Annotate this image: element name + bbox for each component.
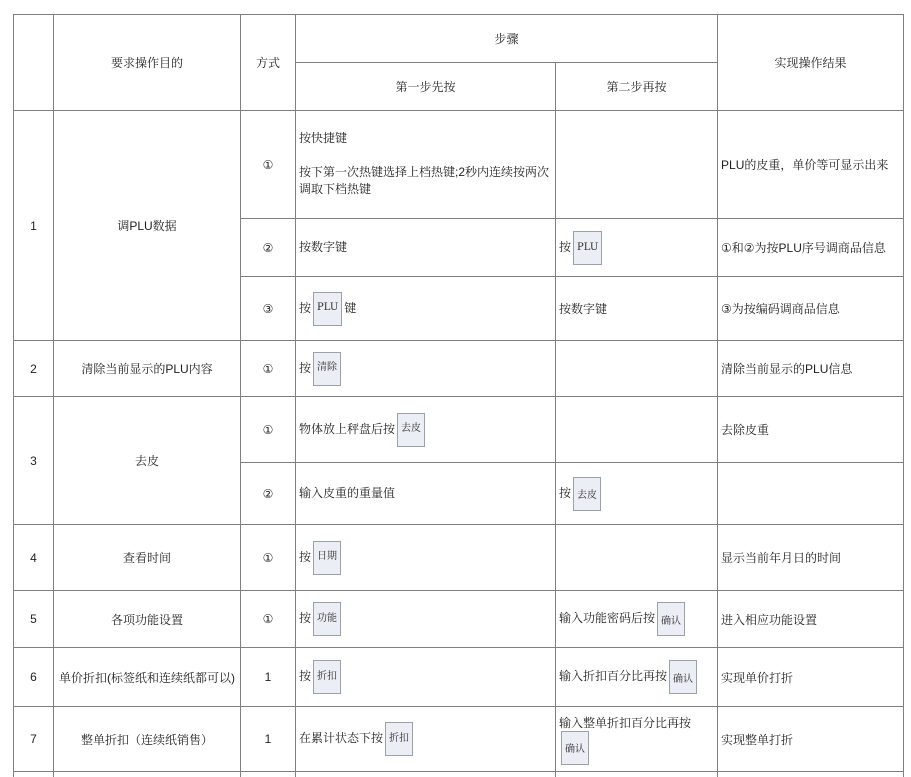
mode-cell: ① — [241, 111, 296, 219]
header-cell-purpose: 要求操作目的 — [54, 15, 241, 111]
key-function-badge: 功能 — [313, 602, 341, 636]
step1-text: 按 — [299, 300, 312, 315]
header-cell-step2: 第二步再按 — [556, 63, 718, 111]
step1-text: 按 — [299, 669, 312, 684]
step2-cell — [556, 707, 718, 772]
purpose-cell: 整单折扣（连续纸销售） — [54, 707, 241, 772]
step1-cell — [296, 707, 556, 772]
purpose-cell: 去皮 — [54, 397, 241, 525]
key-confirm-badge: 确认 — [669, 660, 697, 694]
empty-cell — [296, 772, 556, 777]
key-clear-badge: 清除 — [313, 352, 341, 386]
header-cell-index — [14, 15, 54, 111]
mode-cell: 1 — [241, 707, 296, 772]
step1-text: 按 — [299, 549, 312, 564]
step2-text: 输入功能密码后按 — [559, 611, 656, 626]
empty-cell — [718, 772, 904, 777]
result-cell: 实现单价打折 — [718, 648, 904, 707]
step2-text: 输入折扣百分比再按 — [559, 669, 668, 684]
step1-cell — [296, 341, 556, 397]
step2-cell — [556, 648, 718, 707]
mode-cell: ③ — [241, 277, 296, 341]
step1-cell — [296, 591, 556, 648]
table-row — [14, 591, 904, 648]
table-row — [14, 111, 904, 219]
step1-text: 在累计状态下按 — [299, 731, 384, 746]
operation-table — [13, 14, 904, 777]
step1-cell — [296, 111, 556, 219]
row-number: 2 — [14, 341, 54, 397]
result-cell: 去除皮重 — [718, 397, 904, 463]
table-row — [14, 397, 904, 463]
key-discount-badge: 折扣 — [385, 722, 413, 756]
result-cell: 实现整单打折 — [718, 707, 904, 772]
step1-text: 物体放上秤盘后按 — [299, 421, 396, 436]
purpose-cell: 查看时间 — [54, 525, 241, 591]
step1-cell — [296, 397, 556, 463]
purpose-cell: 各项功能设置 — [54, 591, 241, 648]
key-confirm-badge: 确认 — [657, 602, 685, 636]
mode-cell: ① — [241, 591, 296, 648]
table-row — [14, 525, 904, 591]
result-cell: PLU的皮重，单价等可显示出来 — [718, 111, 904, 219]
result-cell: 清除当前显示的PLU信息 — [718, 341, 904, 397]
row-number: 5 — [14, 591, 54, 648]
step2-cell — [556, 397, 718, 463]
step2-cell — [556, 219, 718, 277]
table-row — [14, 648, 904, 707]
key-confirm-badge: 确认 — [561, 731, 589, 765]
step1-text-suffix: 键 — [344, 300, 357, 315]
step2-cell — [556, 341, 718, 397]
step2-cell — [556, 591, 718, 648]
table-row — [14, 341, 904, 397]
step1-cell — [296, 525, 556, 591]
mode-cell: ② — [241, 219, 296, 277]
purpose-cell: 调PLU数据 — [54, 111, 241, 341]
header-cell-steps: 步骤 — [296, 15, 718, 63]
key-discount-badge: 折扣 — [313, 660, 341, 694]
step2-cell: 按数字键 — [556, 277, 718, 341]
result-cell: ①和②为按PLU序号调商品信息 — [718, 219, 904, 277]
mode-cell: ② — [241, 463, 296, 525]
row-number: 1 — [14, 111, 54, 341]
row-number: 6 — [14, 648, 54, 707]
empty-cell — [241, 772, 296, 777]
key-date-badge: 日期 — [313, 541, 341, 575]
key-tare-badge: 去皮 — [573, 477, 601, 511]
step1-cell — [296, 277, 556, 341]
key-plu-badge: PLU — [313, 292, 342, 326]
result-cell — [718, 463, 904, 525]
header-row-top — [14, 15, 904, 63]
empty-cell — [556, 772, 718, 777]
mode-cell: ① — [241, 397, 296, 463]
step2-text: 输入整单折扣百分比再按 — [559, 715, 692, 730]
empty-cell — [54, 772, 241, 777]
step1-line1: 按快捷键 — [299, 131, 348, 146]
empty-cell — [14, 772, 54, 777]
step2-cell — [556, 111, 718, 219]
step2-cell — [556, 525, 718, 591]
step1-cell: 按数字键 — [296, 219, 556, 277]
step1-text: 按 — [299, 360, 312, 375]
key-plu-badge: PLU — [573, 231, 602, 265]
step2-text: 按 — [559, 239, 572, 254]
table-row — [14, 707, 904, 772]
step2-text: 按 — [559, 485, 572, 500]
purpose-cell: 单价折扣(标签纸和连续纸都可以) — [54, 648, 241, 707]
step1-cell — [296, 648, 556, 707]
key-tare-badge: 去皮 — [397, 413, 425, 447]
mode-cell: ① — [241, 341, 296, 397]
result-cell: 显示当前年月日的时间 — [718, 525, 904, 591]
step1-line2: 按下第一次热键选择上档热键;2秒内连续按两次调取下档热键 — [299, 164, 550, 197]
step2-cell — [556, 463, 718, 525]
header-cell-mode: 方式 — [241, 15, 296, 111]
row-number: 7 — [14, 707, 54, 772]
purpose-cell: 清除当前显示的PLU内容 — [54, 341, 241, 397]
row-number: 4 — [14, 525, 54, 591]
step1-cell: 输入皮重的重量值 — [296, 463, 556, 525]
mode-cell: 1 — [241, 648, 296, 707]
result-cell: ③为按编码调商品信息 — [718, 277, 904, 341]
step1-text: 按 — [299, 611, 312, 626]
mode-cell: ① — [241, 525, 296, 591]
table-row-partial — [14, 772, 904, 777]
header-cell-result: 实现操作结果 — [718, 15, 904, 111]
result-cell: 进入相应功能设置 — [718, 591, 904, 648]
header-cell-step1: 第一步先按 — [296, 63, 556, 111]
row-number: 3 — [14, 397, 54, 525]
